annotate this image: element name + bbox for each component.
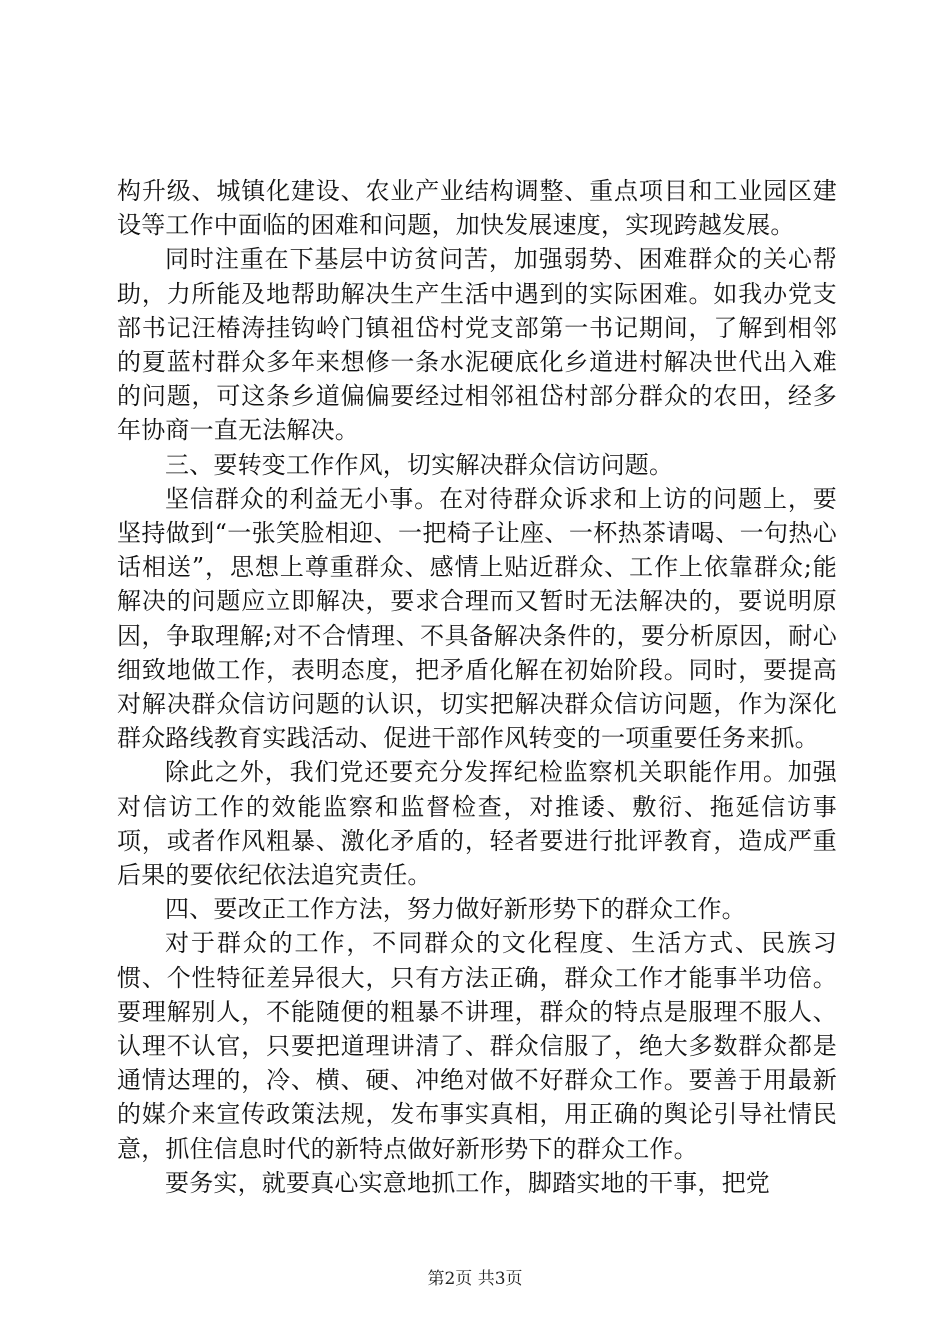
page-number-label: 第2页 共3页	[427, 1269, 523, 1289]
page-footer	[0, 1268, 950, 1290]
paragraph: 坚信群众的利益无小事。在对待群众诉求和上访的问题上，要坚持做到“一张笑脸相迎、一把椅子让座、一杯热茶请喝、一句热心话相送”，思想上尊重群众、感情上贴近群众、工作上依靠群众;能解决的问题应立即解决，要求合理而又暂时无法解决的，要说明原因，争取理解;对不合情理、不具备解决条件的，要分析原因，耐心细致地做工作，表明态度，把矛盾化解在初始阶段。同时，要提高对解决群众信访问题的认识，切实把解决群众信访问题，作为深化群众路线教育实践活动、促进干部作风转变的一项重要任务来抓。	[117, 484, 837, 753]
paragraph: 对于群众的工作，不同群众的文化程度、生活方式、民族习惯、个性特征差异很大，只有方法正确，群众工作才能事半功倍。要理解别人，不能随便的粗暴不讲理，群众的特点是服理不服人、认理不认官，只要把道理讲清了、群众信服了，绝大多数群众都是通情达理的，冷、横、硬、冲绝对做不好群众工作。要善于用最新的媒介来宣传政策法规，发布事实真相，用正确的舆论引导社情民意，抓住信息时代的新特点做好新形势下的群众工作。	[117, 929, 837, 1163]
section-heading: 四、要改正工作方法，努力做好新形势下的群众工作。	[165, 895, 746, 924]
section-heading: 三、要转变工作作风，切实解决群众信访问题。	[165, 450, 674, 479]
paragraph-continuation: 构升级、城镇化建设、农业产业结构调整、重点项目和工业园区建设等工作中面临的困难和问题，加快发展速度，实现跨越发展。	[117, 177, 837, 240]
paragraph: 要务实，就要真心实意地抓工作，脚踏实地的干事，把党	[165, 1168, 770, 1197]
paragraph: 同时注重在下基层中访贫问苦，加强弱势、困难群众的关心帮助，力所能及地帮助解决生产生活中遇到的实际困难。如我办党支部书记汪椿涛挂钩岭门镇祖岱村党支部第一书记期间，了解到相邻的夏蓝村群众多年来想修一条水泥硬底化乡道进村解决世代出入难的问题，可这条乡道偏偏要经过相邻祖岱村部分群众的农田，经多年协商一直无法解决。	[117, 245, 837, 445]
paragraph: 除此之外，我们党还要充分发挥纪检监察机关职能作用。加强对信访工作的效能监察和监督检查，对推诿、敷衍、拖延信访事项，或者作风粗暴、激化矛盾的，轻者要进行批评教育，造成严重后果的要依纪依法追究责任。	[117, 758, 837, 890]
document-body	[117, 174, 837, 1200]
